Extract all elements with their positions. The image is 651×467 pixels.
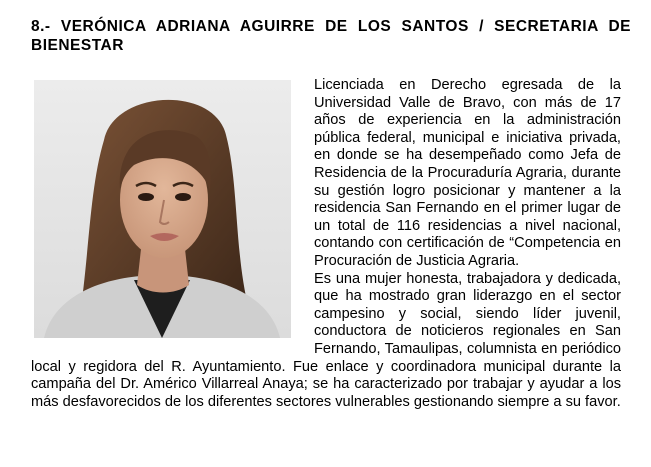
biography-paragraph-2: Es una mujer honesta, trabajadora y dedicada, que ha mostrado gran liderazgo en el sector campesino y social, siendo líder juvenil, conductora de noticieros regionales en San Fernando, Tamaulipas, columnista en periódico local y regidora del R. Ayuntamiento. Fue enlace y coordinadora municipal durante la campaña del Dr. Américo Villarreal Anaya; se ha caracterizado por trabajar y ayudar a los más desfavorecidos de los diferentes sectores vulnerables gestionando siempre a su favor. xyxy=(31,270,621,410)
section-heading: 8.- VERÓNICA ADRIANA AGUIRRE DE LOS SANTOS / SECRETARIA DE BIENESTAR xyxy=(31,18,631,54)
biography xyxy=(31,77,621,411)
biography-paragraph-1: Licenciada en Derecho egresada de la Universidad Valle de Bravo, con más de 17 años de experiencia en la administración pública federal, municipal e iniciativa privada, en donde se ha desempeñado como Jefa de Residencia de la Procuraduría Agraria, durante su gestión logro posicionar y mantener a la residencia San Fernando en el primer lugar de un total de 116 residencias a nivel nacional, contando con certificación de “Competencia en Procuración de Justicia Agraria. xyxy=(314,77,621,269)
photo-spacer xyxy=(31,77,314,341)
